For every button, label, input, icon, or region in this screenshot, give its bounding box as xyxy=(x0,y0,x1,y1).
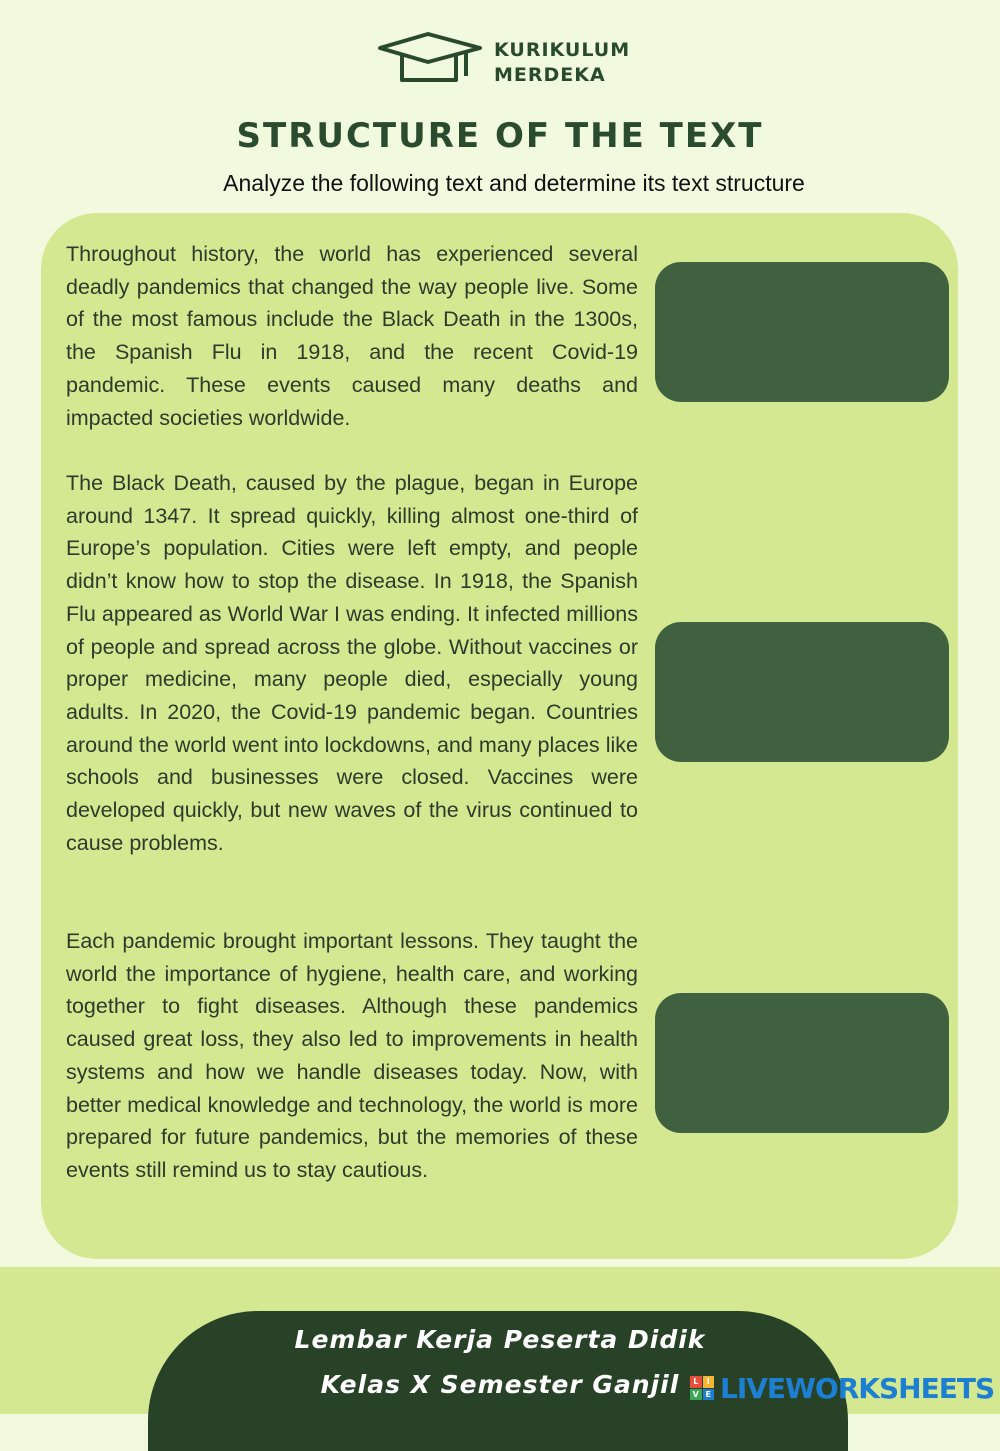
paragraph-3: Each pandemic brought important lessons. They taught the world the importance of hygiene, health care, and working together to fight diseases. Although these pandemics caused great loss, they also led to improvements in health systems and how we handle diseases today. Now, with better medical knowledge and technology, the world is more prepared for future pandemics, but the memories of these events still remind us to stay cautious. xyxy=(66,929,638,1182)
answer-box-2[interactable] xyxy=(655,622,949,762)
page-title: STRUCTURE OF THE TEXT xyxy=(236,116,764,156)
page-subtitle: Analyze the following text and determine its text structure xyxy=(223,170,805,196)
liveworksheets-watermark xyxy=(690,1372,994,1404)
paragraph-2: The Black Death, caused by the plague, began in Europe around 1347. It spread quickly, killing almost one-third of Europe’s population. Cities were left empty, and people didn’t know how to stop the disease. In 1918, the Spanish Flu appeared as World War I was ending. It infected millions of people and spread across the globe. Without vaccines or proper medicine, many people died, especially young adults. In 2020, the Covid-19 pandemic began. Countries around the world went into lockdowns, and many places like schools and businesses were closed. Vaccines were developed quickly, but new waves of the virus continued to cause problems. xyxy=(66,471,638,855)
liveworksheets-text: LIVEWORKSHEETS xyxy=(720,1371,995,1405)
logo-line-2: MERDEKA xyxy=(494,64,606,86)
kurikulum-merdeka-logo xyxy=(376,30,631,90)
icon-letter: L xyxy=(690,1376,702,1388)
graduation-cap-icon xyxy=(376,30,486,88)
liveworksheets-icon xyxy=(690,1376,714,1400)
answer-box-1[interactable] xyxy=(655,262,949,402)
logo-text xyxy=(494,38,630,88)
answer-box-3[interactable] xyxy=(655,993,949,1133)
footer-line-2: Kelas X Semester Ganjil xyxy=(320,1370,680,1399)
icon-letter: E xyxy=(703,1389,715,1401)
icon-letter: V xyxy=(690,1389,702,1401)
paragraph-1: Throughout history, the world has experienced several deadly pandemics that changed the way people live. Some of the most famous include the Black Death in the 1300s, the Spanish Flu in 1918, and the recent Covid-19 pandemic. These events caused many deaths and impacted societies worldwide. xyxy=(66,242,638,430)
logo-line-1: KURIKULUM xyxy=(494,39,631,61)
icon-letter: I xyxy=(703,1376,715,1388)
footer-line-1: Lembar Kerja Peserta Didik xyxy=(294,1325,706,1354)
